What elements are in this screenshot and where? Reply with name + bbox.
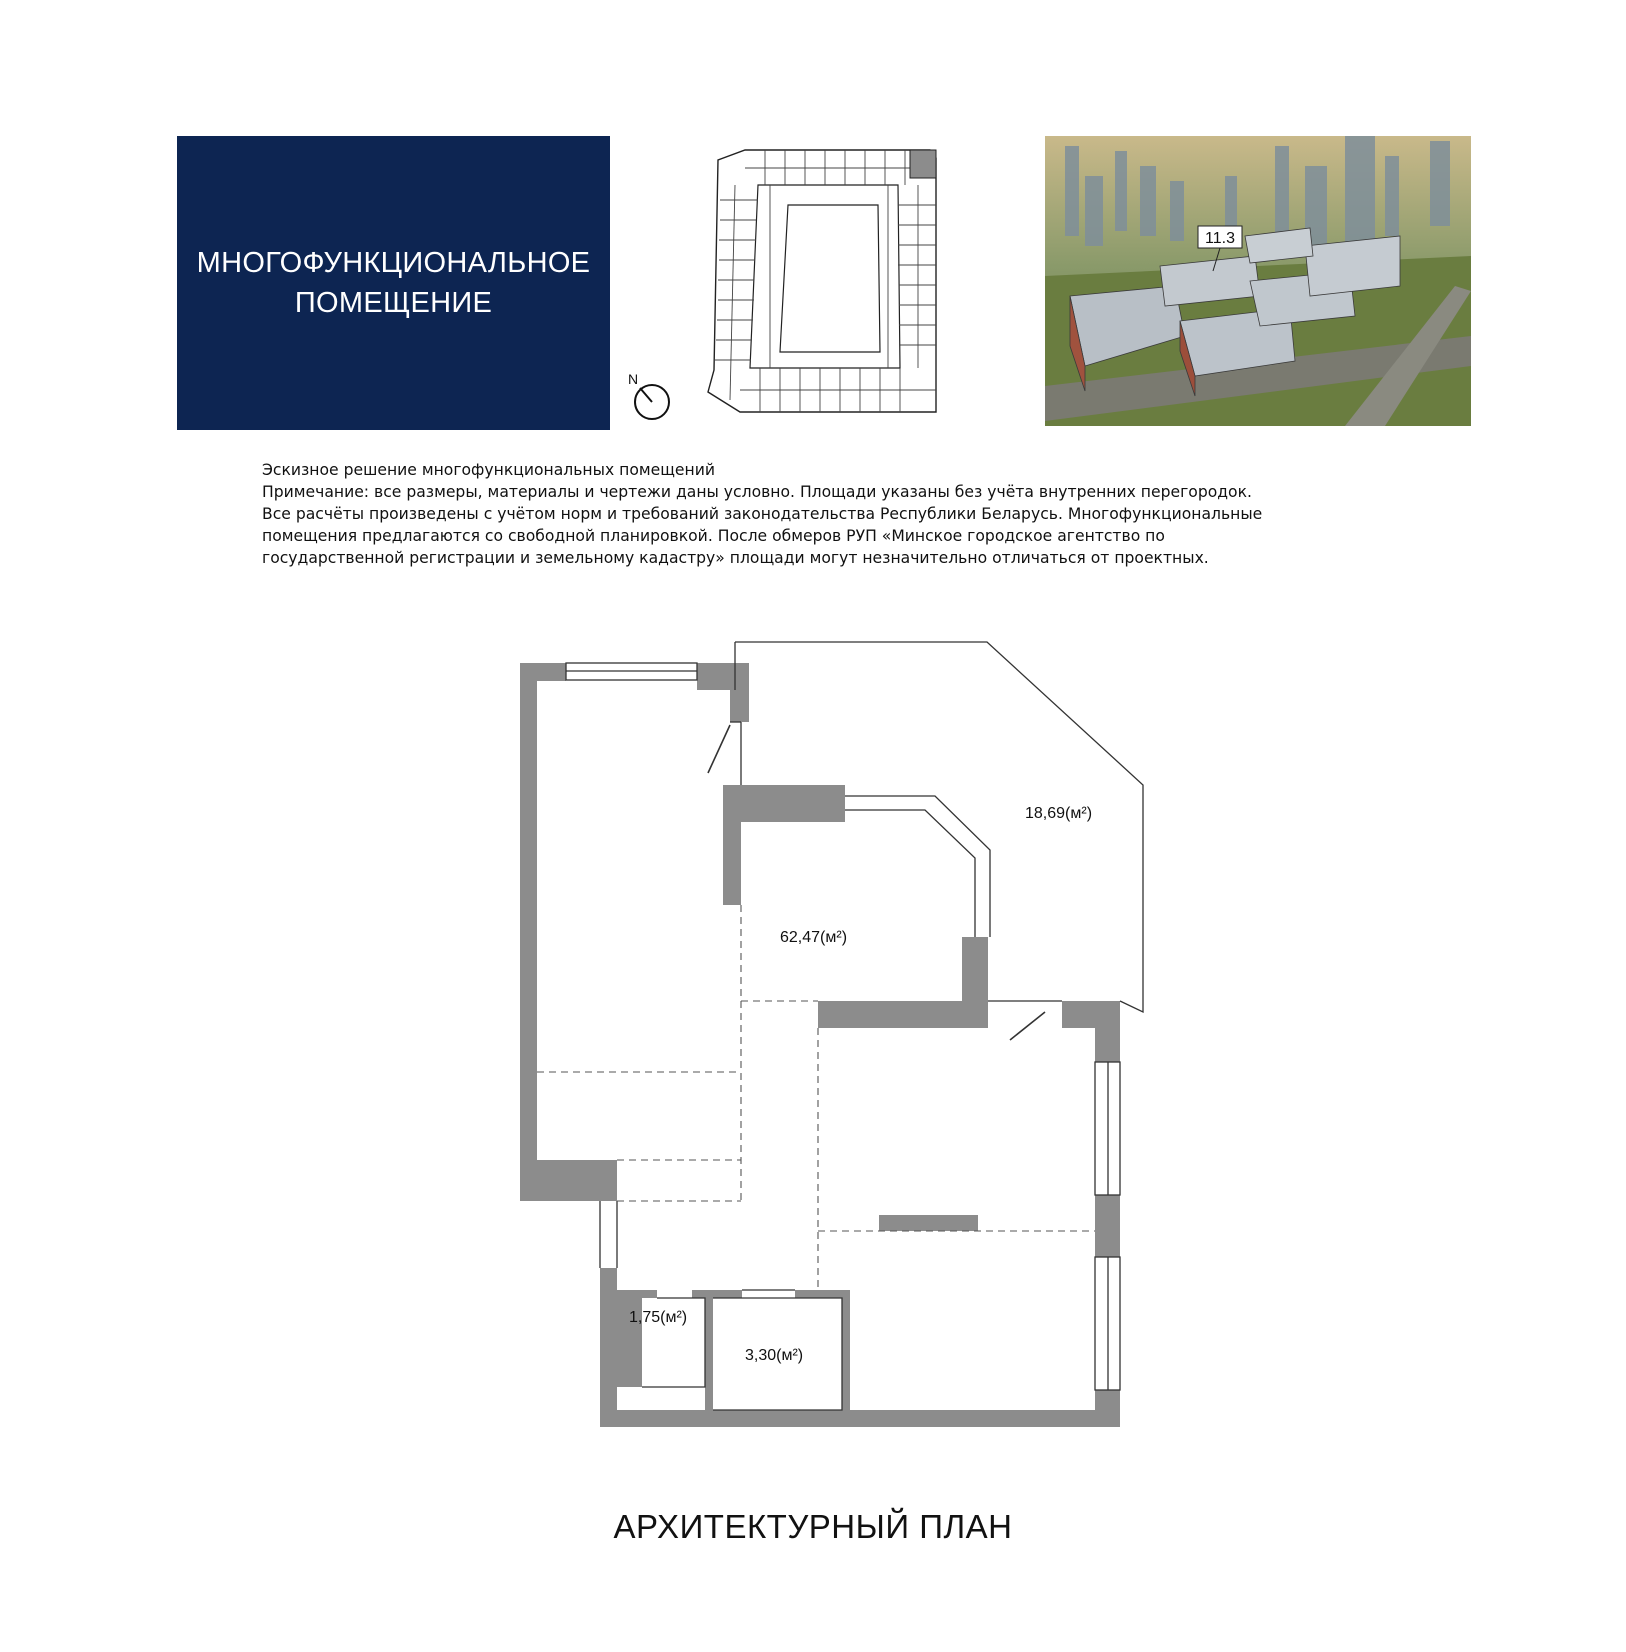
floor-plan <box>500 630 1160 1450</box>
column <box>879 1215 978 1231</box>
note-line-3: Все расчёты произведены с учётом норм и требований законодательства Республики Беларусь. Многофункциональные <box>262 505 1263 523</box>
area-main: 62,47(м²) <box>780 929 848 946</box>
note-line-4: помещения предлагаются со свободной планировкой. После обмеров РУП «Минское городское агентство по <box>262 527 1165 545</box>
notes-text <box>262 459 1462 569</box>
wall-right-pillar <box>1062 1001 1120 1062</box>
compass-label: N <box>628 371 639 387</box>
unit-highlight <box>910 150 936 178</box>
wall-right-mid <box>1095 1195 1120 1257</box>
area-wc: 1,75(м²) <box>629 1309 688 1326</box>
wall-wc <box>617 1290 657 1387</box>
building-tag-label: 11.3 <box>1205 230 1235 247</box>
building-key-plan <box>630 140 950 430</box>
area-terrace: 18,69(м²) <box>1025 805 1093 822</box>
wall-lower-partition <box>818 937 988 1028</box>
area-storage: 3,30(м²) <box>745 1347 804 1364</box>
title-box <box>177 136 610 430</box>
plan-walls <box>520 663 1120 1427</box>
zone-lines <box>537 905 1095 1290</box>
wall-top-pillar <box>697 663 749 722</box>
aerial-render-image <box>1045 136 1471 426</box>
title-line-1: МНОГОФУНКЦИОНАЛЬНОЕ <box>196 247 591 279</box>
note-line-2: Примечание: все размеры, материалы и чертежи даны условно. Площади указаны без учёта внутренних перегородок. <box>262 483 1252 501</box>
wall-left <box>520 663 617 1201</box>
wall-mid <box>723 785 845 905</box>
note-line-1: Эскизное решение многофункциональных помещений <box>262 461 715 479</box>
courtyard <box>780 205 880 352</box>
note-line-5: государственной регистрации и земельному кадастру» площади могут незначительно отличаться от проектных. <box>262 549 1209 567</box>
title-line-2: ПОМЕЩЕНИЕ <box>294 287 493 319</box>
plan-caption: АРХИТЕКТУРНЫЙ ПЛАН <box>613 1508 1013 1545</box>
wall-bottom <box>600 1268 1120 1427</box>
